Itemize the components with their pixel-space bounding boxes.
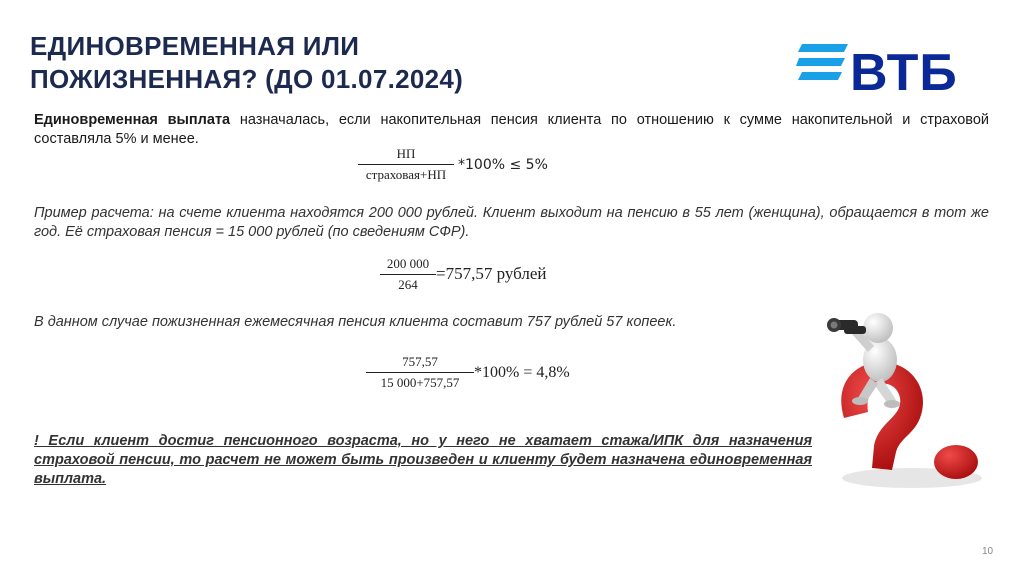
paragraph-3: В данном случае пожизненная ежемесячная пенсия клиента составит 757 рублей 57 копеек. [34,314,677,330]
title-line-1: ЕДИНОВРЕМЕННАЯ ИЛИ [30,31,360,61]
paragraph-1-text: назначалась, если накопительная пенсия клиента по отношению к сумме накопительной и страховой составляла 5% и менее. [34,112,989,147]
question-mark-figure-binoculars-icon [822,300,992,500]
formula-1-numerator: НП [396,146,416,161]
vtb-logo [796,42,966,104]
fraction-bar [366,372,474,373]
formula-2-rest: =757,57 рублей [436,264,547,283]
fraction-bar [358,164,454,165]
title-line-2: ПОЖИЗНЕННАЯ? (ДО 01.07.2024) [30,64,464,94]
formula-2-numerator: 200 000 [386,256,430,271]
formula-2-fraction [380,256,436,293]
slide-title [30,30,670,96]
formula-1-fraction [358,146,454,183]
fraction-bar [380,274,436,275]
formula-3-rest: *100% = 4,8% [474,364,570,381]
formula-1-denominator: страховая+НП [365,167,447,182]
formula-3-denominator: 15 000+757,57 [380,375,460,390]
page-number: 10 [982,546,994,557]
formula-1-rest: *100% ≤ 5% [458,157,548,173]
formula-2-denominator: 264 [398,277,418,292]
formula-3-fraction [366,354,474,391]
note-paragraph: ! Если клиент достиг пенсионного возраста, но у него не хватает стажа/ИПК для назначения страховой пенсии, то расчет не может быть произведен и клиенту будет назначена единовременная выплата. [34,433,812,487]
logo-text: ВТБ [850,44,958,102]
formula-3-numerator: 757,57 [402,354,438,369]
paragraph-1-bold: Единовременная выплата [34,112,231,128]
paragraph-1 [34,111,989,149]
paragraph-2: Пример расчета: на счете клиента находятся 200 000 рублей. Клиент выходит на пенсию в 55 лет (женщина), обращается в тот же год. Её страховая пенсия = 15 000 рублей (по сведениям СФР). [34,205,989,240]
vtb-stripes-icon [796,44,848,84]
